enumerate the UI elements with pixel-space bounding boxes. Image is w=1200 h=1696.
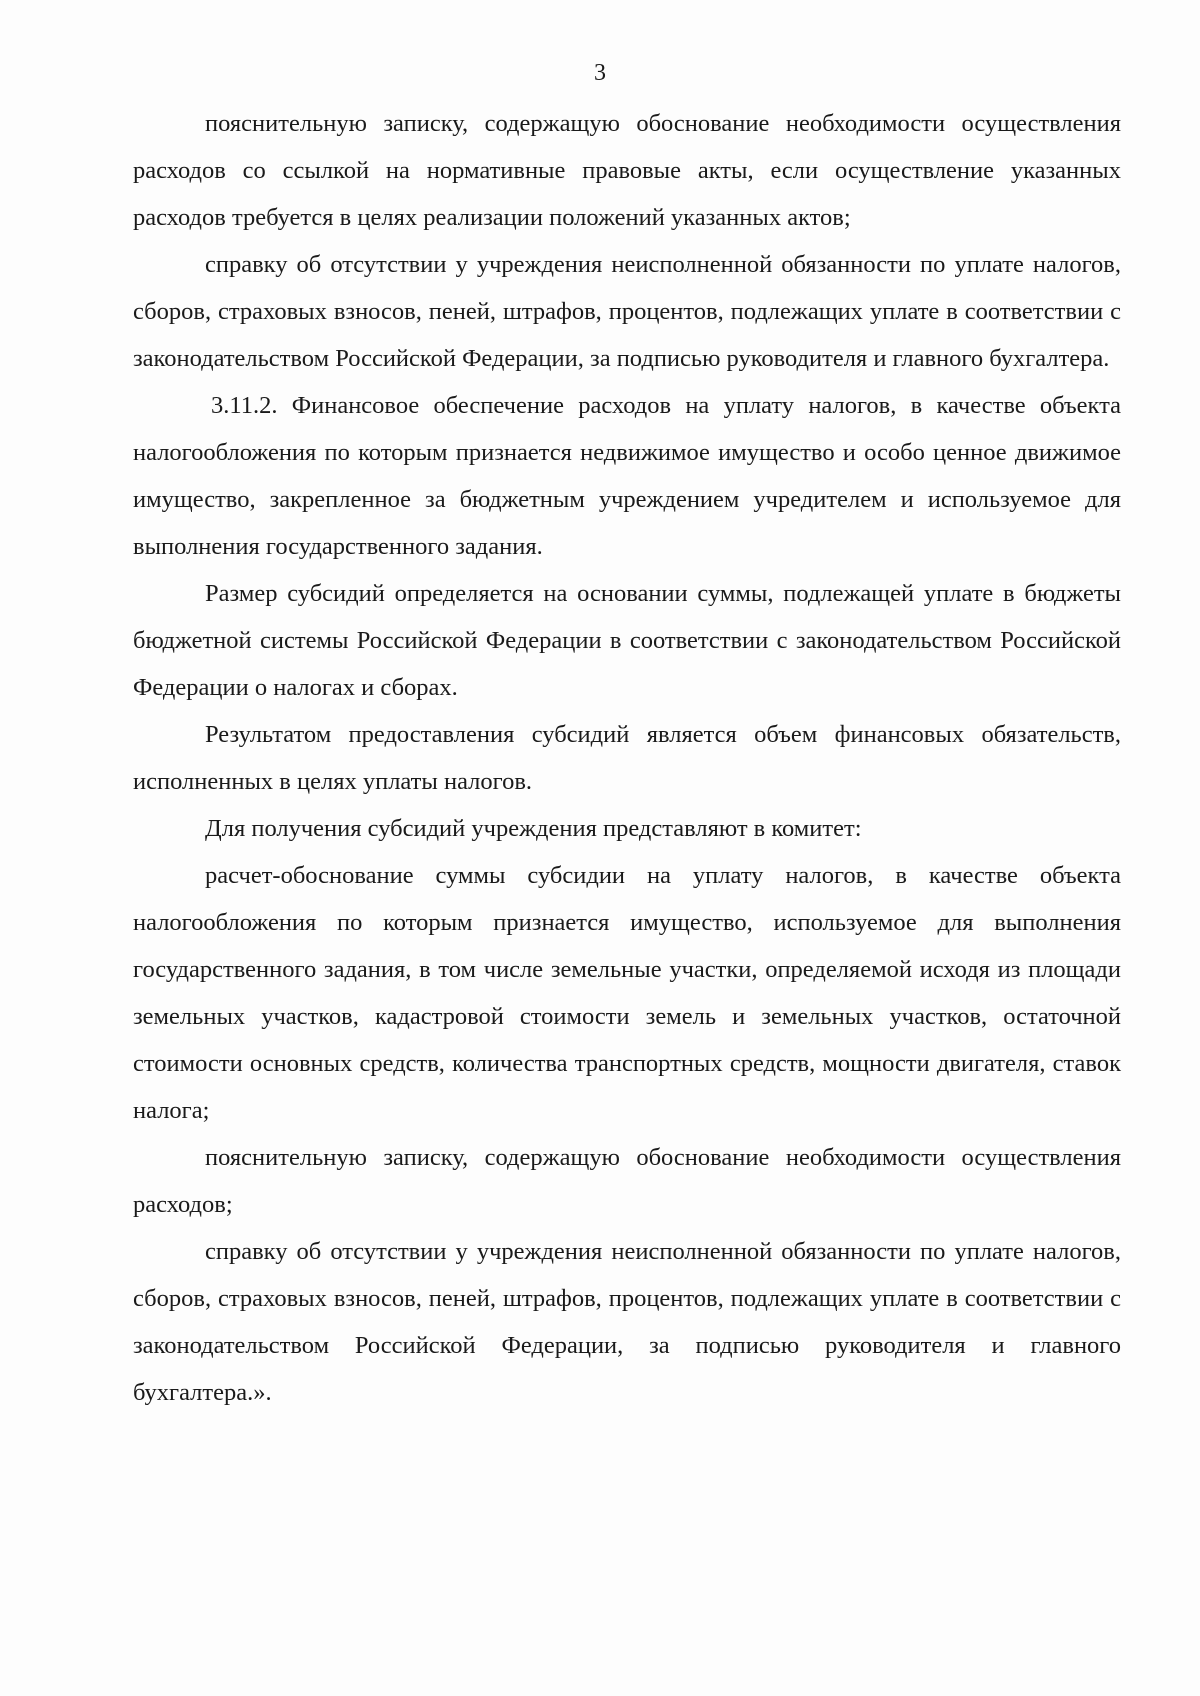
paragraph-explanatory-note: пояснительную записку, содержащую обоснование необходимости осуществления расходов со ссылкой на нормативные правовые акты, если осуществление указанных расходов требуется в целях реализации положений указанных актов; [133,110,1121,231]
document-body [133,100,1121,1416]
paragraph-tax-debt-certificate: справку об отсутствии у учреждения неисполненной обязанности по уплате налогов, сборов, страховых взносов, пеней, штрафов, процентов, подлежащих уплате в соответствии с законодательством Российской Федерации, за подписью руководителя и главного бухгалтера. [133,251,1121,372]
paragraph-tax-debt-certificate-2: справку об отсутствии у учреждения неисполненной обязанности по уплате налогов, сборов, страховых взносов, пеней, штрафов, процентов, подлежащих уплате в соответствии с законодательством Российской Федерации, за подписью руководителя и главного бухгалтера.». [133,1238,1121,1406]
paragraph-clause-3-11-2: 3.11.2. Финансовое обеспечение расходов на уплату налогов, в качестве объекта налогообложения по которым признается недвижимое имущество и особо ценное движимое имущество, закрепленное за бюджетным учреждением учредителем и используемое для выполнения государственного задания. [133,392,1121,560]
paragraph-documents-intro: Для получения субсидий учреждения представляют в комитет: [205,815,862,842]
paragraph-explanatory-note-2: пояснительную записку, содержащую обоснование необходимости осуществления расходов; [133,1144,1121,1218]
paragraph-subsidy-amount: Размер субсидий определяется на основании суммы, подлежащей уплате в бюджеты бюджетной системы Российской Федерации в соответствии с законодательством Российской Федерации о налогах и сборах. [133,580,1121,701]
paragraph-subsidy-result: Результатом предоставления субсидий является объем финансовых обязательств, исполненных в целях уплаты налогов. [133,721,1121,795]
paragraph-calculation: расчет-обоснование суммы субсидии на уплату налогов, в качестве объекта налогообложения по которым признается имущество, используемое для выполнения государственного задания, в том числе земельные участки, определяемой исходя из площади земельных участков, кадастровой стоимости земель и земельных участков, остаточной стоимости основных средств, количества транспортных средств, мощности двигателя, ставок налога; [133,862,1121,1124]
page-number: 3 [594,60,606,86]
